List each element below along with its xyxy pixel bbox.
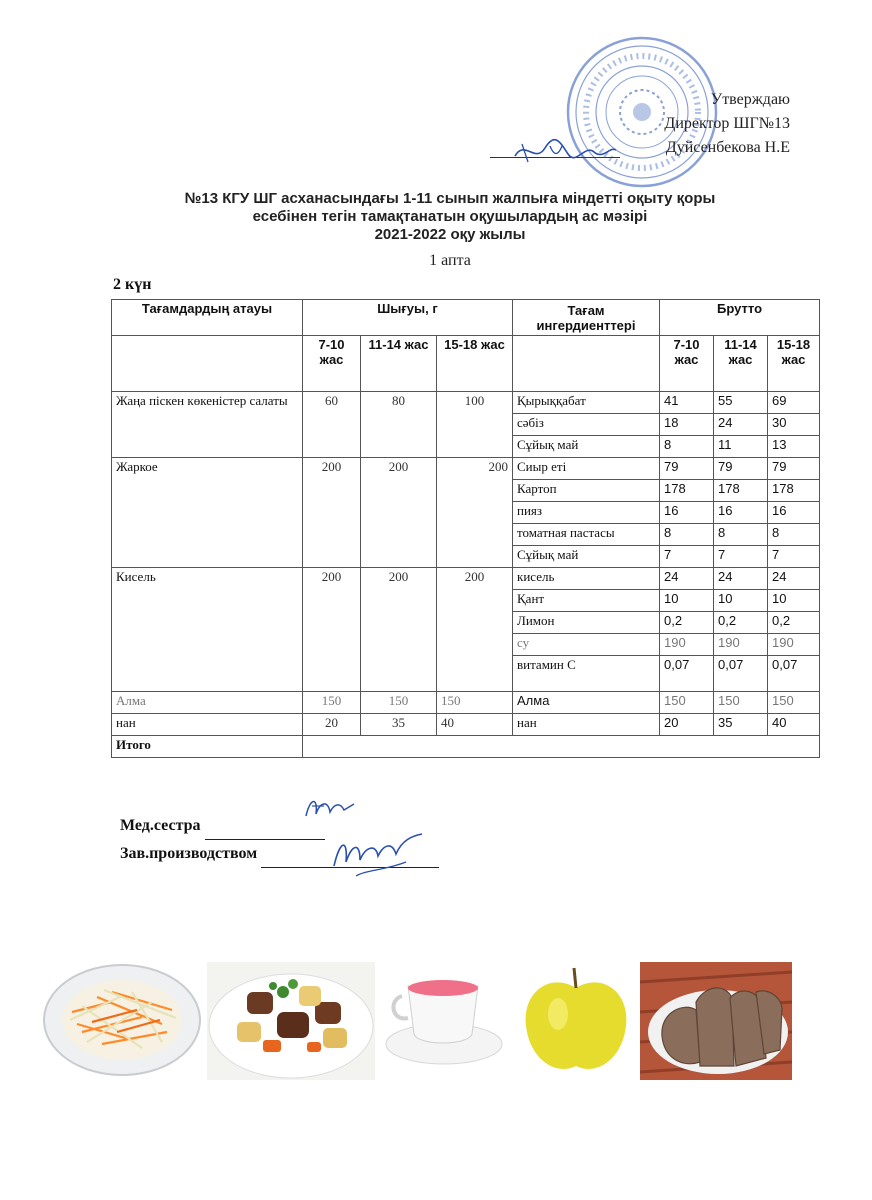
header-empty-2 — [513, 336, 660, 392]
document-title — [80, 190, 820, 244]
header-gross: Брутто — [660, 300, 820, 336]
dish-name: нан — [112, 714, 303, 736]
ingredient-name: Сұйық май — [513, 436, 660, 458]
header-ingredients: Тағам ингердиенттері — [513, 300, 660, 336]
gross-value: 10 — [768, 590, 820, 612]
gross-value: 30 — [768, 414, 820, 436]
gross-value: 150 — [660, 692, 714, 714]
gross-value: 7 — [660, 546, 714, 568]
gross-value: 24 — [714, 414, 768, 436]
ingredient-name: томатная пастасы — [513, 524, 660, 546]
total-label: Итого — [112, 736, 303, 758]
gross-value: 41 — [660, 392, 714, 414]
gross-value: 16 — [714, 502, 768, 524]
output-value: 200 — [361, 458, 437, 568]
gross-value: 40 — [768, 714, 820, 736]
gross-value: 190 — [768, 634, 820, 656]
cabbage-salad-photo — [42, 962, 202, 1080]
header-output: Шығуы, г — [303, 300, 513, 336]
output-value: 40 — [437, 714, 513, 736]
ingredient-name: Қант — [513, 590, 660, 612]
gross-value: 13 — [768, 436, 820, 458]
header-age-7-10: 7-10 жас — [303, 336, 361, 392]
gross-value: 178 — [768, 480, 820, 502]
gross-value: 24 — [714, 568, 768, 590]
gross-value: 16 — [768, 502, 820, 524]
ingredient-name: витамин С — [513, 656, 660, 692]
header-empty-1 — [112, 336, 303, 392]
gross-value: 0,07 — [768, 656, 820, 692]
gross-value: 8 — [714, 524, 768, 546]
gross-value: 16 — [660, 502, 714, 524]
gross-value: 0,2 — [660, 612, 714, 634]
gross-value: 79 — [714, 458, 768, 480]
header-gross-age-11-14: 11-14 жас — [714, 336, 768, 392]
header-gross-age-15-18: 15-18 жас — [768, 336, 820, 392]
approval-block — [590, 88, 790, 160]
bread-photo — [640, 962, 792, 1080]
output-value: 20 — [303, 714, 361, 736]
approval-line-1: Утверждаю — [710, 91, 790, 108]
output-value: 200 — [361, 568, 437, 692]
output-value: 35 — [361, 714, 437, 736]
ingredient-name: Картоп — [513, 480, 660, 502]
gross-value: 7 — [714, 546, 768, 568]
ingredient-name: Қырыққабат — [513, 392, 660, 414]
ingredient-name: сәбіз — [513, 414, 660, 436]
output-value: 200 — [437, 458, 513, 568]
gross-value: 55 — [714, 392, 768, 414]
output-value: 60 — [303, 392, 361, 458]
table-row — [112, 568, 820, 590]
output-value: 200 — [303, 458, 361, 568]
gross-value: 10 — [714, 590, 768, 612]
output-value: 100 — [437, 392, 513, 458]
title-line-2: есебінен тегін тамақтанатын оқушылардың ас мәзірі — [252, 208, 648, 225]
output-value: 150 — [437, 692, 513, 714]
output-value: 200 — [437, 568, 513, 692]
table-row — [112, 714, 820, 736]
dish-name: Кисель — [112, 568, 303, 692]
gross-value: 11 — [714, 436, 768, 458]
ingredient-name: Сұйық май — [513, 546, 660, 568]
gross-value: 20 — [660, 714, 714, 736]
ingredient-name: Лимон — [513, 612, 660, 634]
output-value: 150 — [303, 692, 361, 714]
ingredient-name: кисель — [513, 568, 660, 590]
approval-line-3: Дуйсенбекова Н.Е — [665, 139, 790, 156]
gross-value: 69 — [768, 392, 820, 414]
beef-stew-photo — [207, 962, 375, 1080]
header-row-1 — [112, 300, 820, 336]
dish-name: Жаңа піскен көкеністер салаты — [112, 392, 303, 458]
nurse-signature — [300, 792, 360, 826]
ingredient-name: нан — [513, 714, 660, 736]
approval-line-2: Директор ШГ№13 — [664, 115, 790, 132]
gross-value: 8 — [660, 524, 714, 546]
header-row-2 — [112, 336, 820, 392]
gross-value: 150 — [714, 692, 768, 714]
gross-value: 8 — [768, 524, 820, 546]
nurse-label: Мед.сестра — [120, 817, 201, 834]
gross-value: 79 — [660, 458, 714, 480]
week-label: 1 апта — [429, 252, 471, 269]
gross-value: 0,07 — [660, 656, 714, 692]
gross-value: 178 — [714, 480, 768, 502]
head-label: Зав.производством — [120, 845, 258, 862]
menu-table — [111, 299, 820, 758]
gross-value: 190 — [714, 634, 768, 656]
ingredient-name: пияз — [513, 502, 660, 524]
header-age-11-14: 11-14 жас — [361, 336, 437, 392]
gross-value: 24 — [768, 568, 820, 590]
total-value-empty — [303, 736, 820, 758]
output-value: 150 — [361, 692, 437, 714]
gross-value: 10 — [660, 590, 714, 612]
table-row — [112, 458, 820, 480]
gross-value: 79 — [768, 458, 820, 480]
gross-value: 0,2 — [714, 612, 768, 634]
header-gross-age-7-10: 7-10 жас — [660, 336, 714, 392]
title-line-3: 2021-2022 оқу жылы — [374, 226, 526, 243]
gross-value: 150 — [768, 692, 820, 714]
kissel-cup-photo — [378, 962, 513, 1080]
output-value: 200 — [303, 568, 361, 692]
gross-value: 18 — [660, 414, 714, 436]
gross-value: 190 — [660, 634, 714, 656]
gross-value: 0,07 — [714, 656, 768, 692]
header-age-15-18: 15-18 жас — [437, 336, 513, 392]
day-label: 2 күн — [113, 276, 152, 293]
dish-name: Жаркое — [112, 458, 303, 568]
gross-value: 0,2 — [768, 612, 820, 634]
ingredient-name: Алма — [513, 692, 660, 714]
title-line-1: №13 КГУ ШГ асханасындағы 1-11 сынып жалпыға міндетті оқыту қоры — [184, 190, 716, 207]
gross-value: 8 — [660, 436, 714, 458]
gross-value: 178 — [660, 480, 714, 502]
head-signature — [326, 826, 430, 882]
output-value: 80 — [361, 392, 437, 458]
header-dish: Тағамдардың атауы — [112, 300, 303, 336]
total-row — [112, 736, 820, 758]
table-row — [112, 692, 820, 714]
gross-value: 7 — [768, 546, 820, 568]
ingredient-name: Сиыр еті — [513, 458, 660, 480]
dish-name: Алма — [112, 692, 303, 714]
gross-value: 24 — [660, 568, 714, 590]
ingredient-name: су — [513, 634, 660, 656]
apple-photo — [520, 962, 632, 1080]
table-row — [112, 392, 820, 414]
gross-value: 35 — [714, 714, 768, 736]
